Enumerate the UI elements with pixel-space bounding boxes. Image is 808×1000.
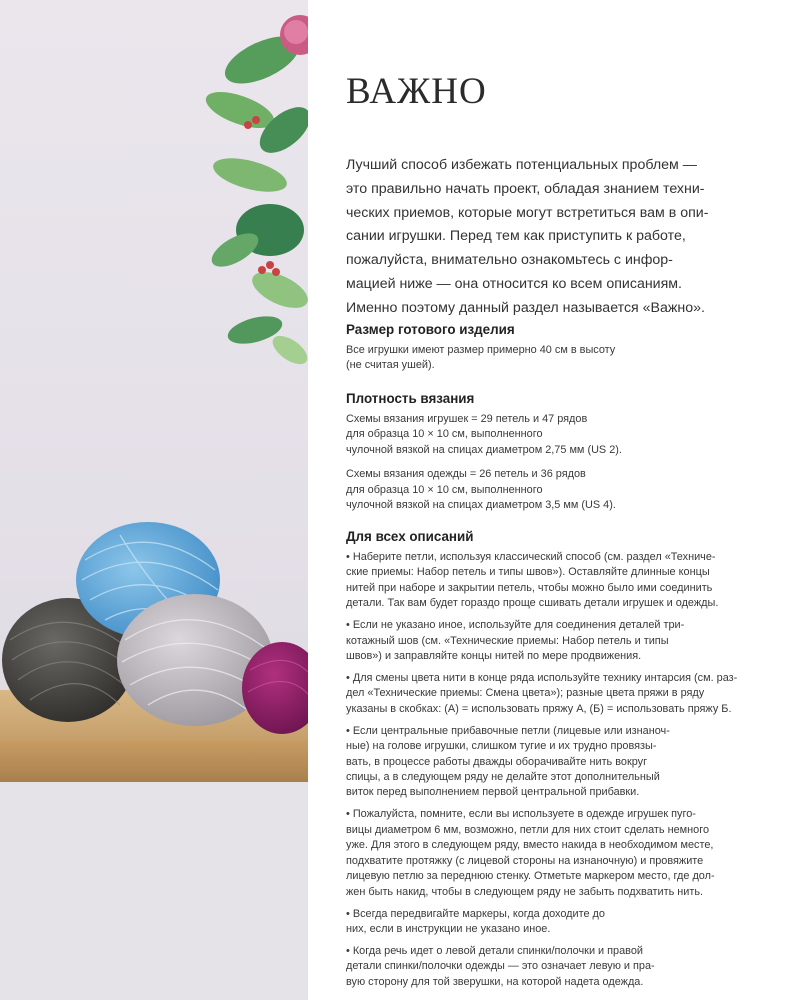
bullet-line: швов») и заправляйте концы нитей по мере продвижения.	[346, 650, 642, 663]
page-title: ВАЖНО	[346, 71, 487, 112]
all-descriptions-heading: Для всех описаний	[346, 529, 474, 544]
gauge-toys-text	[346, 412, 622, 458]
gauge-clothes-text	[346, 467, 622, 513]
bullet-line: вицы диаметром 6 мм, возможно, петли для них стоит сделать немного	[346, 823, 710, 836]
yarn-photo	[0, 0, 308, 1000]
bullet-line: • Наберите петли, используя классический способ (см. раздел «Техниче-	[346, 550, 737, 565]
bullet-line: лицевую петлю за переднюю стенку. Отметьте маркером место, где дол-	[346, 870, 715, 883]
list-item	[346, 944, 737, 990]
bullet-line: нитей при наборе и закрытии петель, чтобы можно было ими соединить	[346, 581, 713, 594]
list-item	[346, 671, 737, 717]
bullet-line: уже. Для этого в следующем ряду, вместо накида в необходимом месте,	[346, 839, 714, 852]
list-item	[346, 618, 737, 664]
bullet-line: • Пожалуйста, помните, если вы используете в одежде игрушек пуго-	[346, 807, 737, 822]
bullet-line: дел «Технические приемы: Смена цвета»); разные цвета пряжи в ряду	[346, 687, 705, 700]
bullet-line: жен быть накид, чтобы в следующем ряду не забыть подхватить нить.	[346, 885, 704, 898]
list-item	[346, 907, 737, 938]
gauge-line: для образца 10 × 10 см, выполненного	[346, 428, 543, 441]
bullet-line: • Когда речь идет о левой детали спинки/полочки и правой	[346, 944, 737, 959]
yarn-illustration	[0, 0, 308, 1000]
size-heading: Размер готового изделия	[346, 322, 515, 337]
gauge-line: Схемы вязания игрушек = 29 петель и 47 рядов	[346, 413, 588, 425]
gauge-heading: Плотность вязания	[346, 391, 475, 406]
bullet-line: вую сторону для той зверушки, на которой надета одежда.	[346, 975, 644, 988]
gauge-section	[346, 391, 622, 513]
size-line: (не считая ушей).	[346, 359, 435, 372]
bullet-line: • Если центральные прибавочные петли (лицевые или изнаноч-	[346, 724, 737, 739]
bullet-line: них, если в инструкции не указано иное.	[346, 922, 551, 935]
gauge-line: чулочной вязкой на спицах диаметром 3,5 мм (US 4).	[346, 499, 616, 512]
bullet-line: детали. Так вам будет гораздо проще сшивать детали игрушек и одежды.	[346, 597, 719, 610]
gauge-line: чулочной вязкой на спицах диаметром 2,75 мм (US 2).	[346, 443, 622, 456]
size-section	[346, 322, 615, 374]
intro-line: сании игрушки. Перед тем как приступить к работе,	[346, 228, 686, 245]
all-descriptions-section	[346, 529, 737, 997]
bullet-line: • Для смены цвета нити в конце ряда используйте технику интарсия (см. раз-	[346, 671, 737, 686]
intro-line: мацией ниже — она относится ко всем описаниям.	[346, 275, 682, 292]
list-item	[346, 724, 737, 801]
bullet-line: спицы, а в следующем ряду не делайте этот дополнительный	[346, 771, 660, 784]
size-line: Все игрушки имеют размер примерно 40 см в высоту	[346, 344, 616, 356]
text-column	[346, 0, 786, 1000]
intro-line: Лучший способ избежать потенциальных проблем —	[346, 157, 697, 173]
intro-line: это правильно начать проект, обладая знанием техни-	[346, 180, 705, 197]
bullet-line: • Всегда передвигайте маркеры, когда доходите до	[346, 907, 737, 922]
bullet-line: ные) на голове игрушки, слишком тугие и их трудно провязы-	[346, 740, 657, 753]
bullet-line: виток перед выполнением первой центральной прибавки.	[346, 786, 640, 799]
bullet-line: ские приемы: Набор петель и типы швов»). Оставляйте длинные концы	[346, 566, 710, 579]
gauge-line: для образца 10 × 10 см, выполненного	[346, 483, 543, 496]
bullet-line: подхватите протяжку (с лицевой стороны на изнаночную) и провяжите	[346, 854, 704, 867]
gauge-line: Схемы вязания одежды = 26 петель и 36 рядов	[346, 468, 586, 481]
intro-line: ческих приемов, которые могут встретиться вам в опи-	[346, 204, 709, 221]
list-item	[346, 807, 737, 899]
intro-paragraph	[346, 154, 709, 321]
bullet-line: • Если не указано иное, используйте для соединения деталей три-	[346, 618, 737, 633]
bullet-line: вать, в процессе работы дважды оборачивайте нить вокруг	[346, 755, 648, 768]
bullet-line: детали спинки/полочки одежды — это означает левую и пра-	[346, 960, 655, 973]
list-item	[346, 550, 737, 612]
bullet-list	[346, 550, 737, 990]
bullet-line: указаны в скобках: (А) = использовать пряжу А, (Б) = использовать пряжу Б.	[346, 702, 732, 715]
intro-line: Именно поэтому данный раздел называется «Важно».	[346, 299, 705, 316]
size-text	[346, 343, 615, 374]
intro-line: пожалуйста, внимательно ознакомьтесь с инфор-	[346, 252, 673, 269]
bullet-line: котажный шов (см. «Технические приемы: Набор петель и типы	[346, 634, 669, 647]
